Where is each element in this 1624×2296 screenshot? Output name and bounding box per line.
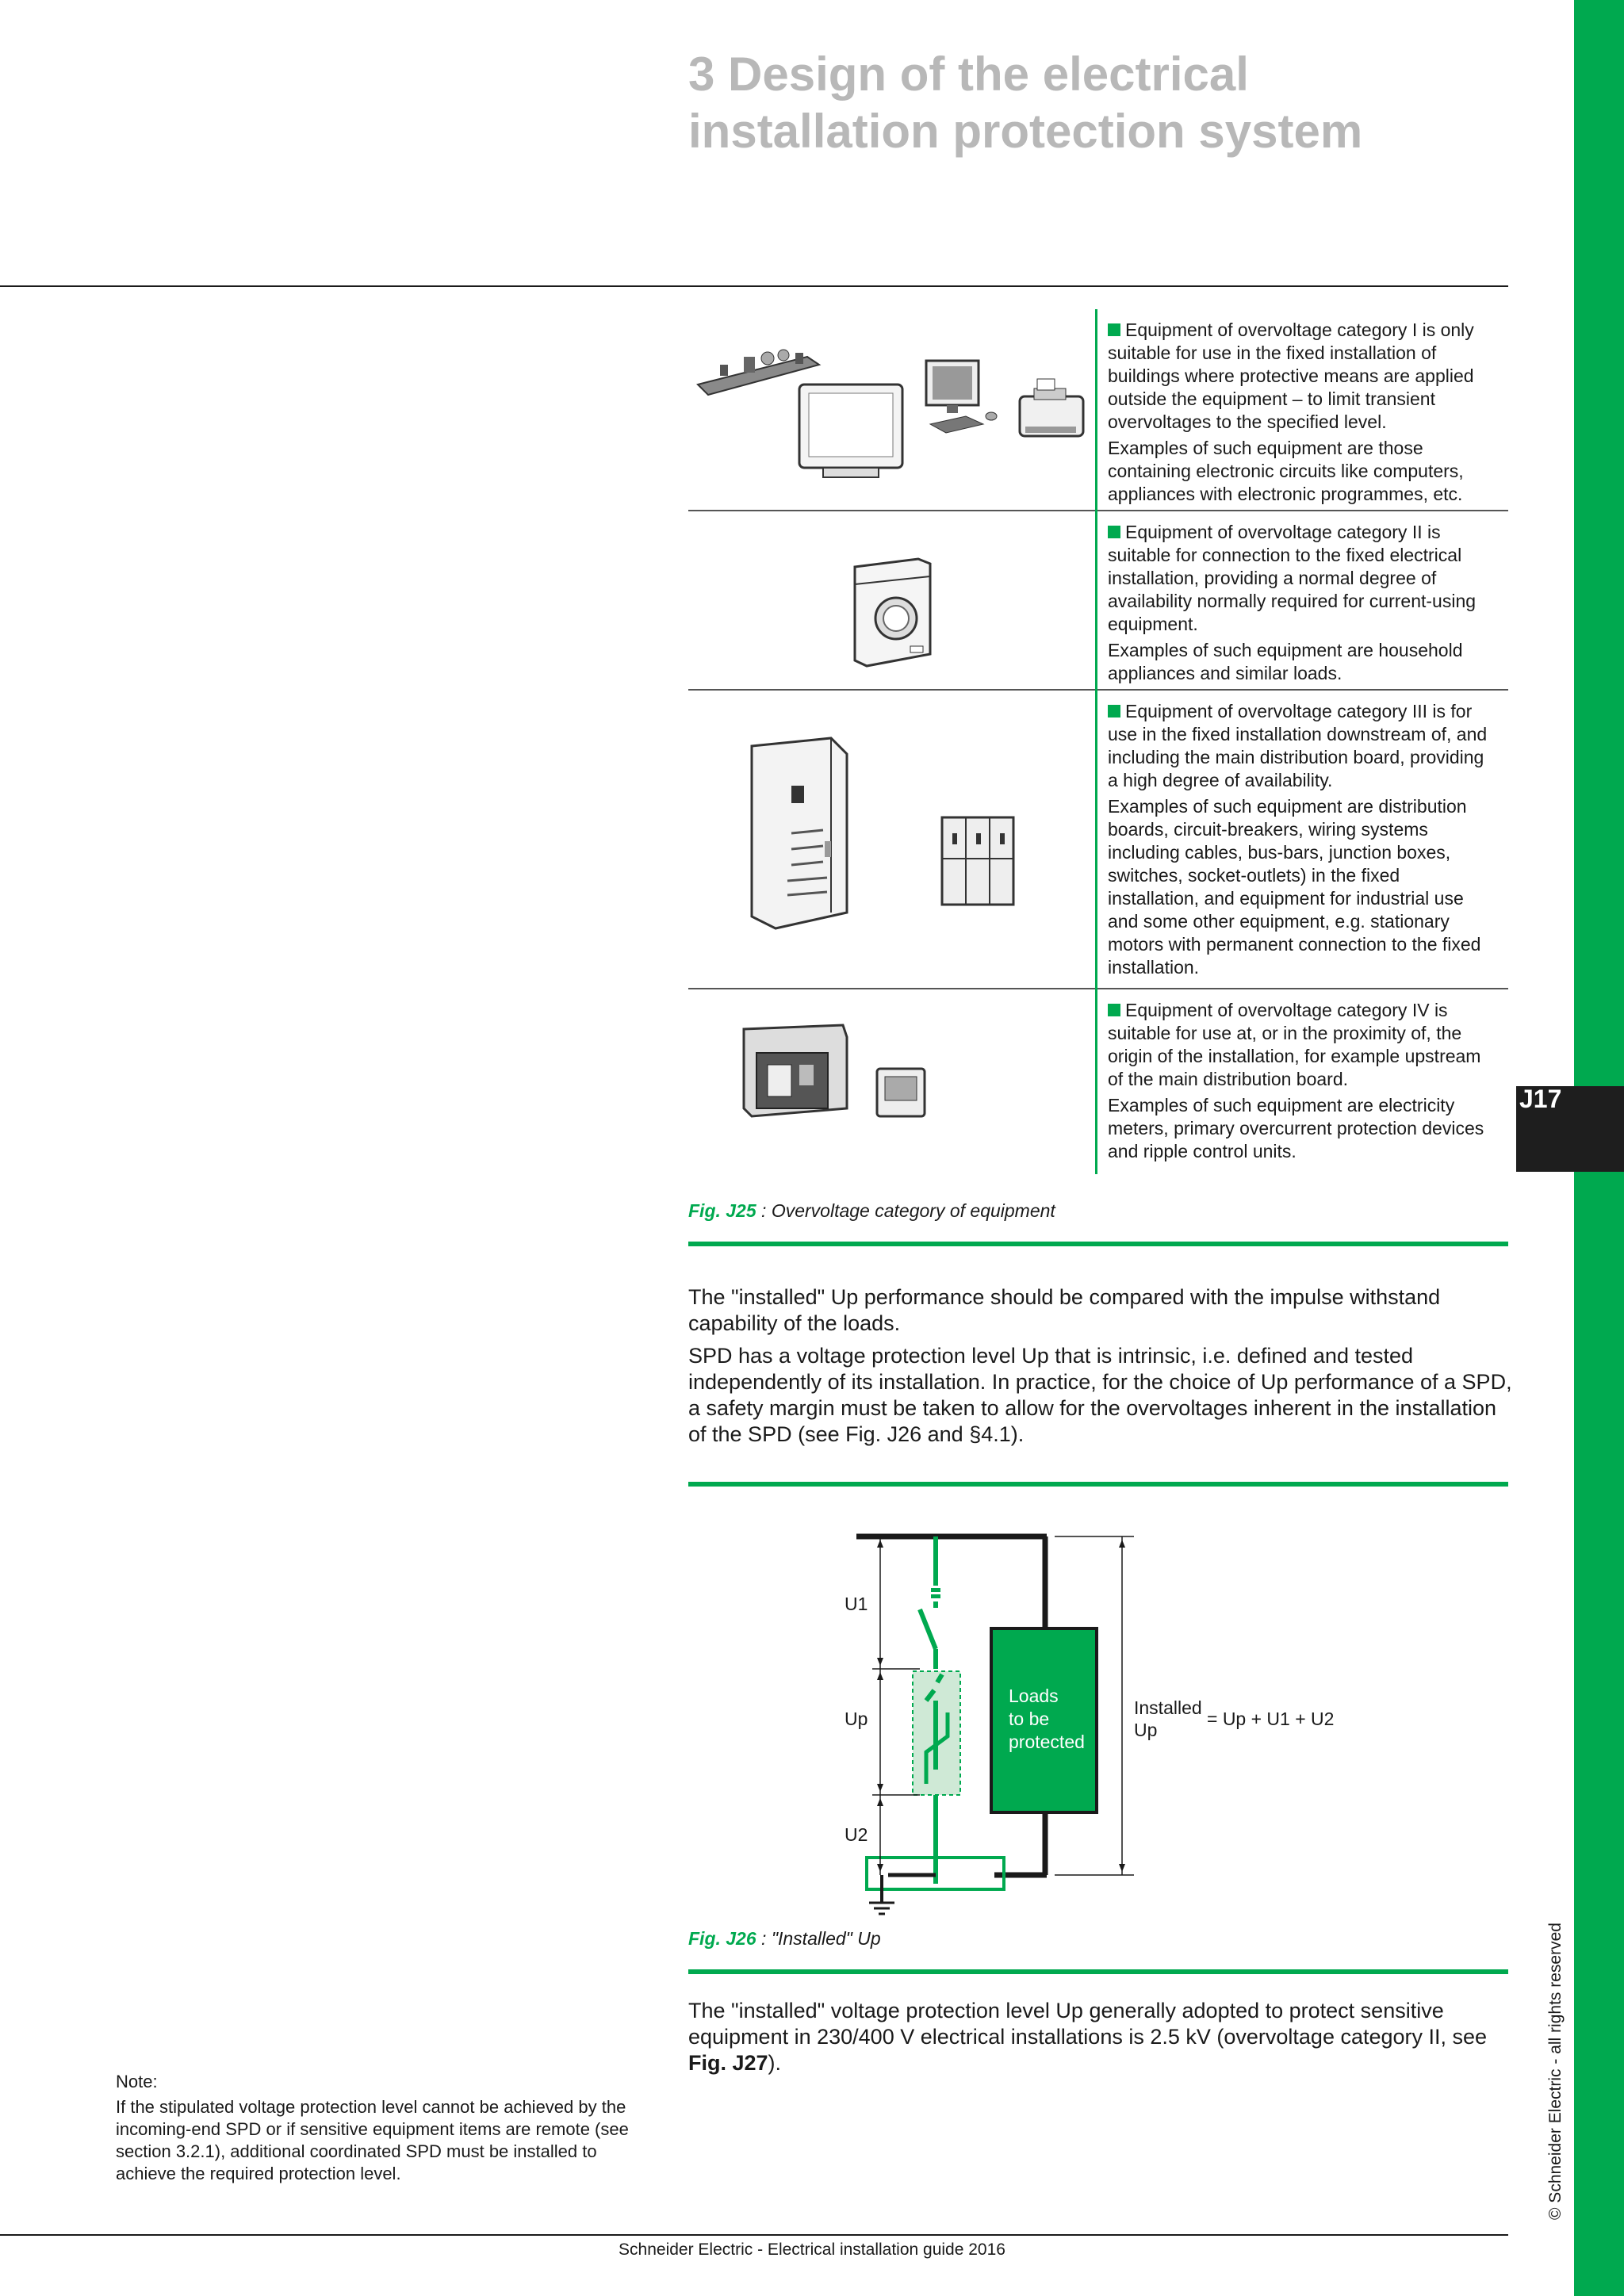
distribution-board-illustration bbox=[688, 691, 1095, 988]
printer-icon bbox=[1020, 379, 1083, 436]
washing-machine-icon bbox=[855, 559, 930, 666]
category-text: Equipment of overvoltage category III is for use in the fixed installation downstream of, and including the main distribution board, providing a high degree of availability. bbox=[1108, 701, 1488, 790]
category-description bbox=[1095, 309, 1508, 517]
note-heading: Note: bbox=[116, 2072, 158, 2091]
category-row bbox=[688, 989, 1508, 1177]
paragraph-text: The "installed" voltage protection level Up generally adopted to protect sensitive equipment in 230/400 V electrical installations is 2.5 kV (overvoltage category II, see bbox=[688, 1999, 1488, 2049]
chapter-title-line1: 3 Design of the electrical bbox=[688, 48, 1249, 101]
page-number: J17 bbox=[1519, 1085, 1562, 1113]
header-rule bbox=[0, 285, 1508, 287]
paragraph-text: ). bbox=[768, 2051, 782, 2075]
circuit-breaker-icon bbox=[942, 817, 1013, 905]
section-divider bbox=[688, 1242, 1508, 1246]
figure-label: Fig. J25 bbox=[688, 1200, 756, 1221]
paragraph: SPD has a voltage protection level Up that is intrinsic, i.e. defined and tested independently of its installation. In practice, for the choice of Up performance of a SPD, a safety margin must be taken to allow for the overvoltages inherent in the installation of the SPD (see Fig. J26 and §4.1). bbox=[688, 1344, 1512, 1446]
copyright-notice: © Schneider Electric - all rights reserved bbox=[1546, 1923, 1565, 2220]
note-text: If the stipulated voltage protection level cannot be achieved by the incoming-end SPD or if sensitive equipment items are remote (see section 3.2.1), additional coordinated SPD must be installed to achieve the required protection level. bbox=[116, 2097, 629, 2183]
chapter-title-line2: installation protection system bbox=[688, 105, 1363, 158]
bullet-icon bbox=[1108, 323, 1120, 336]
bullet-icon bbox=[1108, 526, 1120, 538]
loads-label-line2: to be bbox=[1009, 1709, 1050, 1729]
installed-up-label-line1: Installed bbox=[1134, 1697, 1202, 1718]
category-text: Equipment of overvoltage category II is suitable for connection to the fixed electrical installation, providing a normal degree of availability normally required for current-using equipment. bbox=[1108, 522, 1477, 634]
category-text: Equipment of overvoltage category IV is suitable for use at, or in the proximity of, the origin of the installation, for example upstream of the main distribution board. bbox=[1108, 1000, 1481, 1089]
category-text: Equipment of overvoltage category I is only suitable for use in the fixed installation of buildings where protective means are applied outside the equipment – to limit transient overvoltages to the specified level. bbox=[1108, 320, 1474, 432]
u2-label: U2 bbox=[845, 1824, 868, 1845]
section-divider bbox=[688, 1482, 1508, 1487]
overvoltage-category-table bbox=[688, 309, 1508, 1177]
figure-caption-text: : Overvoltage category of equipment bbox=[756, 1200, 1055, 1221]
installed-up-equation: = Up + U1 + U2 bbox=[1207, 1709, 1335, 1729]
meter-illustration bbox=[688, 989, 1095, 1177]
figure-caption-j25 bbox=[688, 1200, 1055, 1222]
chapter-title bbox=[688, 46, 1561, 160]
bullet-icon bbox=[1108, 705, 1120, 718]
category-description bbox=[1095, 691, 1508, 990]
category-row bbox=[688, 511, 1508, 691]
category-row bbox=[688, 309, 1508, 511]
up-label: Up bbox=[845, 1709, 868, 1729]
monitor-icon bbox=[799, 385, 902, 477]
category-examples: Examples of such equipment are household appliances and similar loads. bbox=[1108, 640, 1463, 683]
installed-up-diagram bbox=[825, 1522, 1380, 1919]
loads-label-line1: Loads bbox=[1009, 1686, 1059, 1706]
figure-reference: Fig. J27 bbox=[688, 2051, 768, 2075]
category-examples: Examples of such equipment are electricity meters, primary overcurrent protection devices and ripple control units. bbox=[1108, 1095, 1484, 1161]
washing-machine-illustration bbox=[688, 511, 1095, 689]
paragraph: The "installed" Up performance should be compared with the impulse withstand capability of the loads. bbox=[688, 1285, 1441, 1335]
figure-caption-j26 bbox=[688, 1928, 881, 1950]
category-row bbox=[688, 691, 1508, 989]
power-breaker-icon bbox=[744, 1025, 847, 1116]
footer-rule bbox=[0, 2234, 1508, 2236]
body-paragraphs bbox=[688, 1284, 1513, 1454]
loads-label-line3: protected bbox=[1009, 1732, 1085, 1752]
computer-icon bbox=[926, 361, 997, 433]
category-description bbox=[1095, 989, 1508, 1174]
body-paragraph-final bbox=[688, 1998, 1513, 2083]
distribution-cabinet-icon bbox=[752, 738, 847, 928]
side-note bbox=[116, 2071, 639, 2185]
installed-up-label-line2: Up bbox=[1134, 1720, 1158, 1740]
page-number-tab bbox=[1516, 1086, 1624, 1172]
electronic-equipment-illustration bbox=[688, 309, 1095, 510]
page-footer: Schneider Electric - Electrical installation guide 2016 bbox=[619, 2241, 1005, 2259]
bullet-icon bbox=[1108, 1004, 1120, 1016]
figure-label: Fig. J26 bbox=[688, 1928, 756, 1949]
category-examples: Examples of such equipment are those containing electronic circuits like computers, appliances with electronic programmes, etc. bbox=[1108, 438, 1464, 504]
electricity-meter-icon bbox=[877, 1069, 925, 1116]
u1-label: U1 bbox=[845, 1594, 868, 1614]
category-description bbox=[1095, 511, 1508, 696]
section-divider bbox=[688, 1969, 1508, 1974]
category-examples: Examples of such equipment are distribution boards, circuit-breakers, wiring systems including cables, bus-bars, junction boxes, switches, socket-outlets) in the fixed installation, and equipment for industrial use and some other equipment, e.g. stationary motors with permanent connection to the fixed installation. bbox=[1108, 796, 1481, 978]
figure-caption-text: : "Installed" Up bbox=[756, 1928, 881, 1949]
